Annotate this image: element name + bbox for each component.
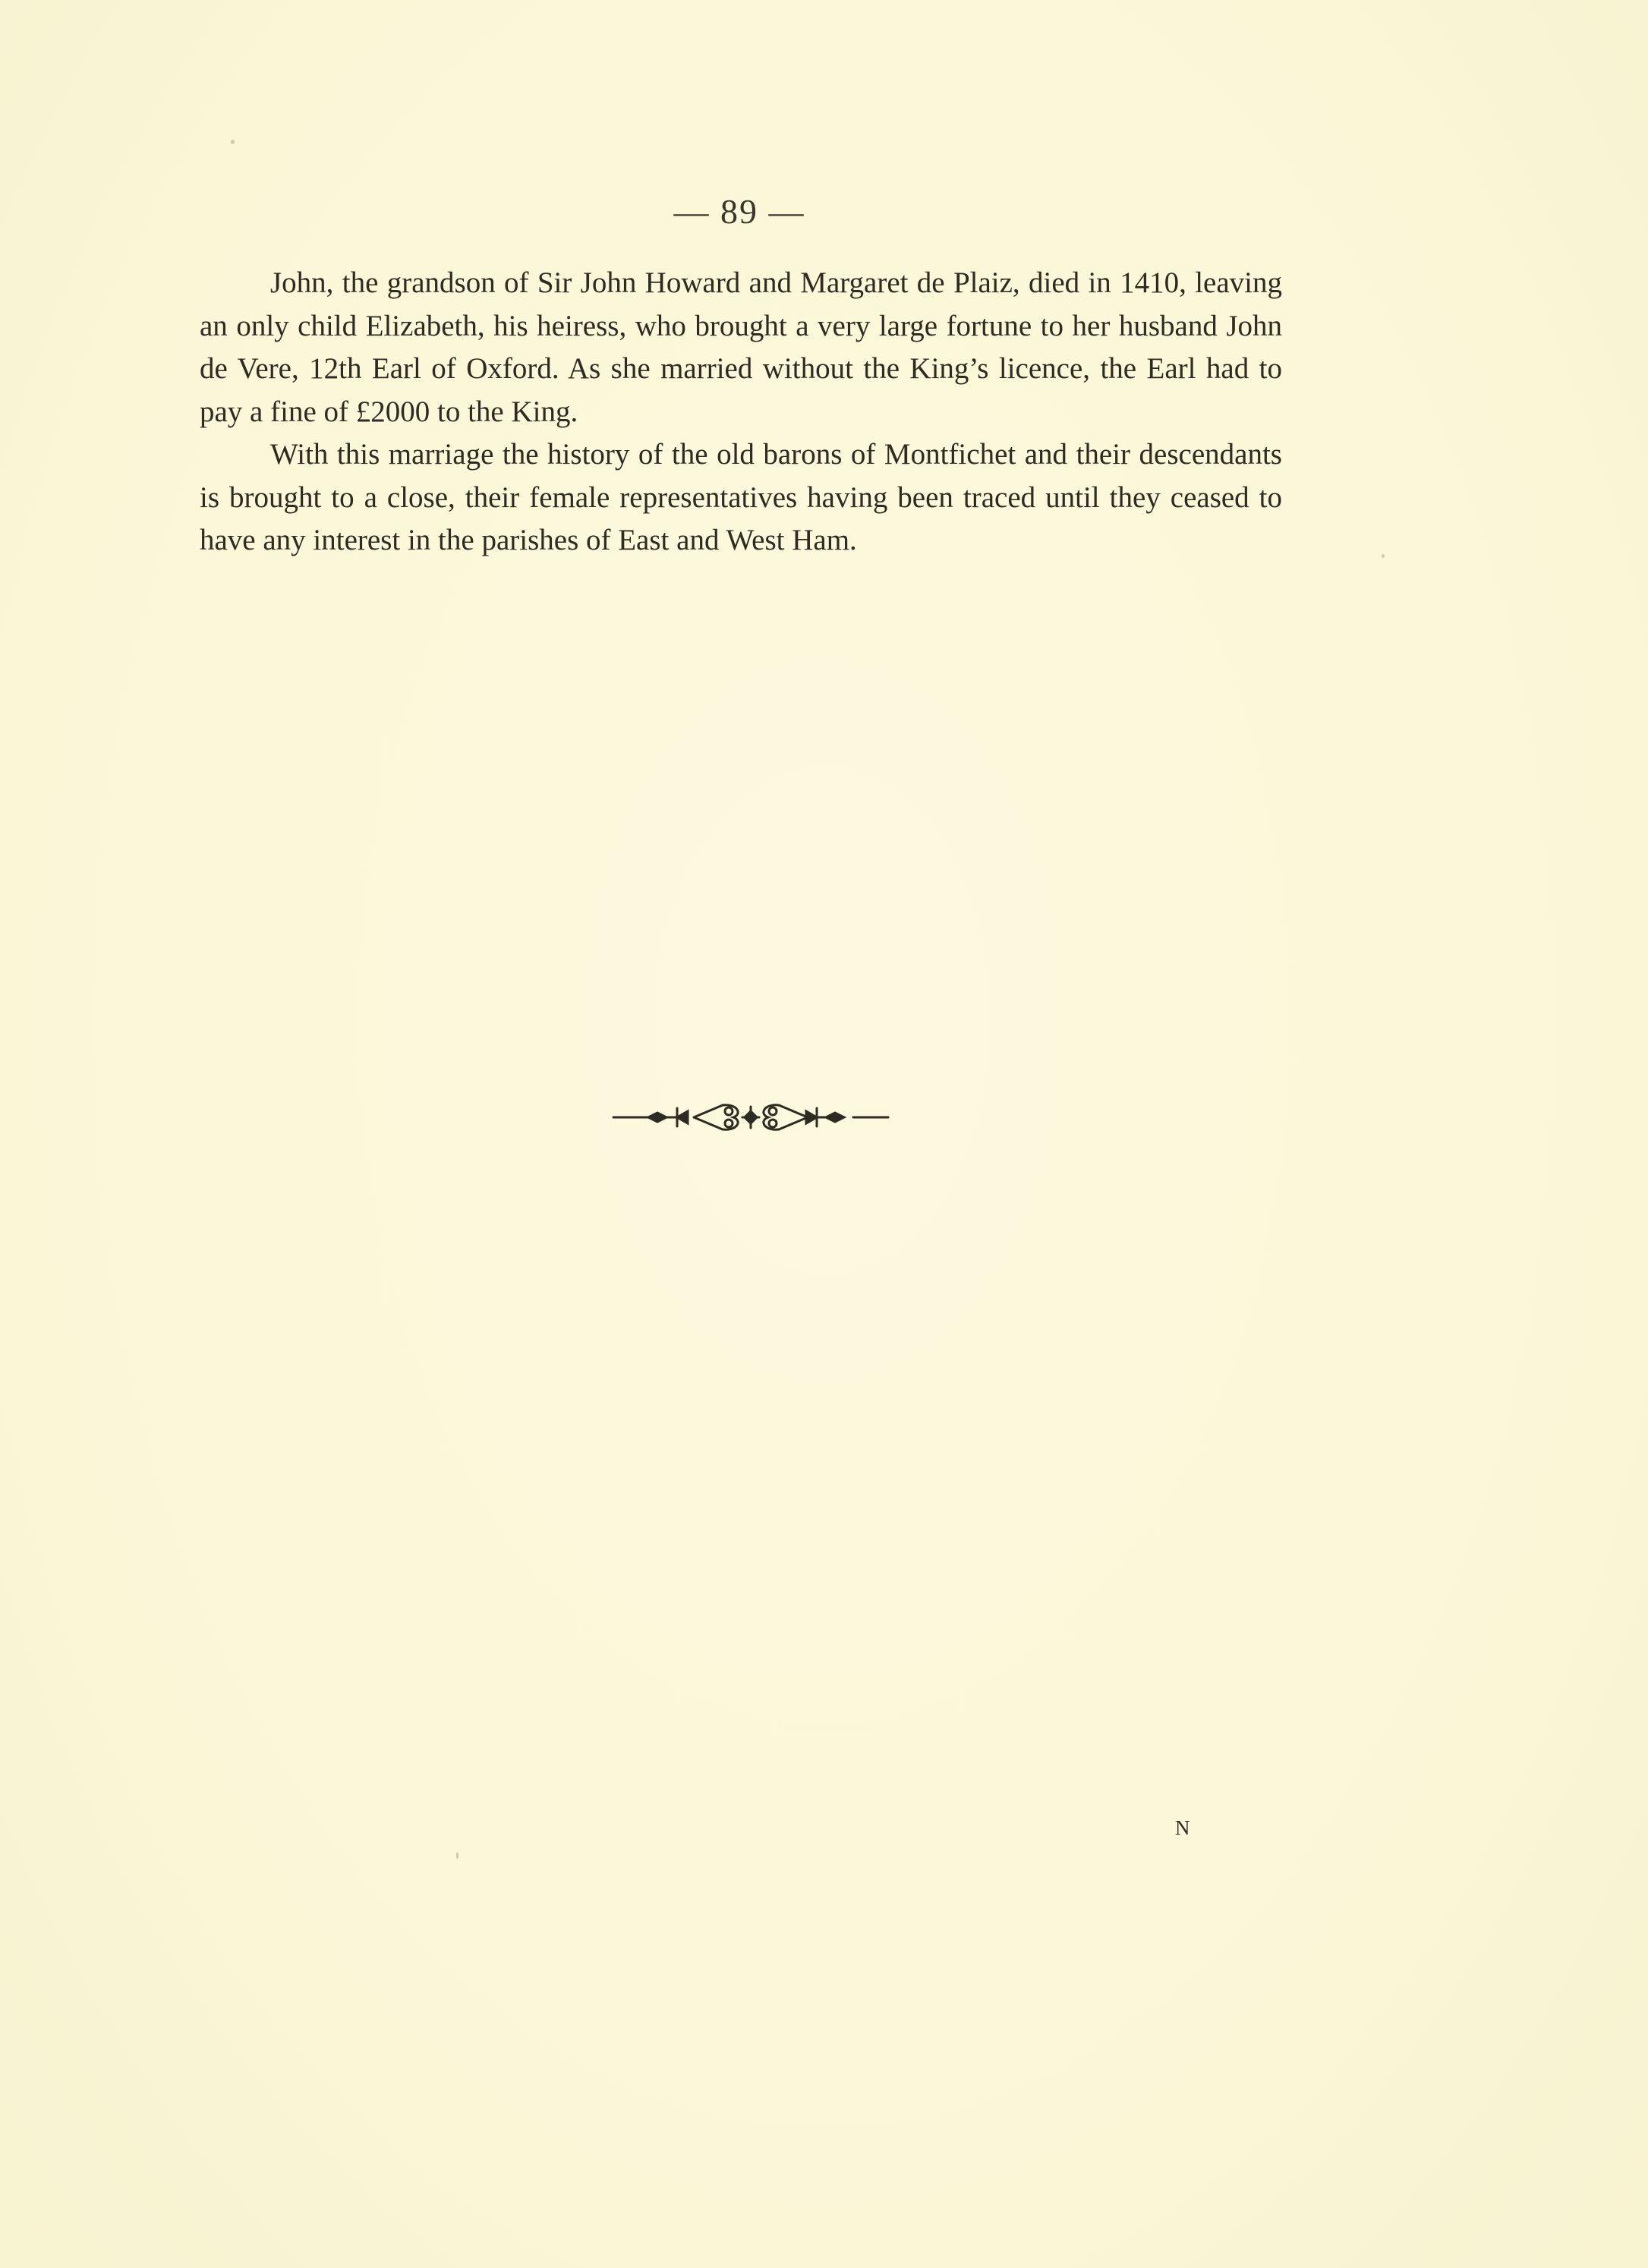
paragraph-2: With this marriage the history of the old barons of Montfichet and their descendants is brought to a close, their female representatives having been traced until they ceased to have any interest in the parishes of East and West Ham. [200,438,1282,556]
tailpiece-ornament-icon [612,1101,890,1134]
paper-speck [456,1852,458,1859]
page-number: — 89 — [673,192,805,231]
body-text [200,262,1282,562]
signature-mark: N [1175,1816,1190,1839]
paragraph-1: John, the grandson of Sir John Howard and Margaret de Plaiz, died in 1410, leaving an only child Elizabeth, his heiress, who brought a very large fortune to her husband John de Vere, 12th Earl of Oxford. As she married without the King’s licence, the Earl had to pay a fine of £2000 to the King. [200,266,1282,428]
paper-speck [1382,554,1385,558]
paper-speck [231,140,235,144]
